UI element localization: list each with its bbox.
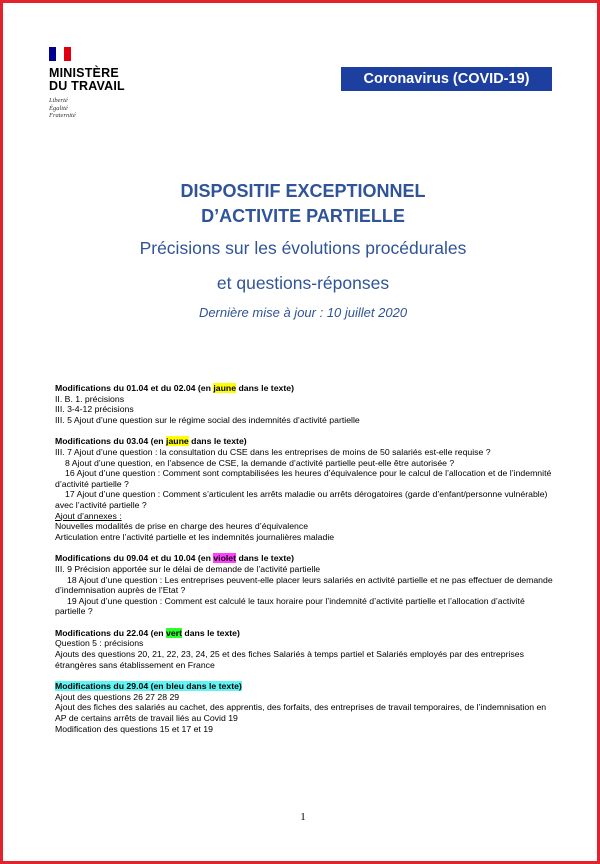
section-heading: Modifications du 29.04 (en bleu dans le texte): [55, 681, 242, 692]
motto-fraternite: Fraternité: [49, 112, 76, 119]
document-subtitle-line2: et questions-réponses: [216, 273, 390, 293]
section-heading: Modifications du 03.04 (en jaune dans le texte): [55, 436, 247, 447]
list-item: III. 9 Précision apportée sur le délai de demande de l’activité partielle: [55, 563, 321, 574]
document-title-line1: DISPOSITIF EXCEPTIONNEL: [180, 181, 426, 201]
list-item: II. B. 1. précisions: [55, 393, 125, 404]
list-item: 18 Ajout d’une question : Les entreprises peuvent-elle placer leurs salariés en activité partielle et ne pas effectuer de demande d’indemnisation auprès de l’Etat ?: [55, 574, 553, 596]
list-item: Articulation entre l’activité partielle et les indemnités journalières maladie: [55, 531, 335, 542]
section-heading: Modifications du 22.04 (en vert dans le texte): [55, 627, 240, 638]
french-flag-icon: [49, 47, 71, 61]
list-item: 19 Ajout d’une question : Comment est calculé le taux horaire pour l’indemnité d’activité partielle et l’allocation d’activité partielle ?: [55, 595, 525, 617]
covid-banner: Coronavirus (COVID-19): [341, 67, 552, 91]
modification-section-0904: [55, 553, 555, 617]
last-update-date: Dernière mise à jour : 10 juillet 2020: [198, 305, 408, 320]
ministry-name: [49, 67, 125, 93]
ministry-name-line1: MINISTÈRE: [49, 66, 119, 80]
document-subtitle-line1: Précisions sur les évolutions procédurales: [139, 238, 467, 258]
list-item: III. 7 Ajout d’une question : la consultation du CSE dans les entreprises de moins de 50 salariés est-elle requise ?: [55, 446, 491, 457]
list-item: III. 5 Ajout d’une question sur le régime social des indemnités d’activité partielle: [55, 414, 360, 425]
list-item: Question 5 : précisions: [55, 638, 144, 649]
list-item: Ajouts des questions 20, 21, 22, 23, 24, 25 et des fiches Salariés à temps partiel et Salariés employés par des entreprises étrangères sans établissement en France: [55, 649, 524, 670]
modification-section-2204: [55, 628, 555, 670]
list-item: 17 Ajout d’une question : Comment s’articulent les arrêts maladie ou arrêts dérogatoires (garde d’enfant/personne vulnérable) avec l’activité partielle ?: [55, 489, 548, 510]
modification-section-2904: [55, 681, 555, 734]
page-number: 1: [300, 811, 306, 823]
motto-egalite: Égalité: [49, 104, 68, 112]
motto-liberte: Liberté: [49, 97, 68, 104]
list-item: 8 Ajout d’une question, en l’absence de CSE, la demande d’activité partielle peut-elle être autorisée ?: [65, 457, 455, 468]
document-title-line2: D’ACTIVITE PARTIELLE: [201, 206, 405, 226]
list-item: Nouvelles modalités de prise en charge des heures d’équivalence: [55, 521, 309, 532]
modifications-list: [55, 383, 555, 745]
list-item: Ajout des questions 26 27 28 29: [55, 691, 180, 702]
list-item: 16 Ajout d’une question : Comment sont comptabilisées les heures d’équivalence pour le calcul de l’allocation et de l’indemnité d’activité partielle ?: [55, 468, 552, 489]
republic-motto: [49, 97, 125, 120]
ministry-logo: [49, 47, 125, 120]
modification-section-0104: [55, 383, 555, 425]
section-heading: Modifications du 01.04 et du 02.04 (en jaune dans le texte): [55, 383, 294, 393]
list-item: Ajout des fiches des salariés au cachet, des apprentis, des forfaits, des entreprises de travail temporaires, de l’indemnisation en AP de certains arrêts de travail liés au Covid 19: [55, 702, 547, 724]
modification-section-0304: [55, 436, 555, 542]
list-item: Modification des questions 15 et 17 et 19: [55, 723, 213, 734]
annexes-label: Ajout d’annexes :: [55, 510, 122, 521]
list-item: III. 3-4-12 précisions: [55, 404, 134, 415]
ministry-name-line2: DU TRAVAIL: [49, 79, 125, 93]
section-heading: Modifications du 09.04 et du 10.04 (en violet dans le texte): [55, 553, 294, 564]
